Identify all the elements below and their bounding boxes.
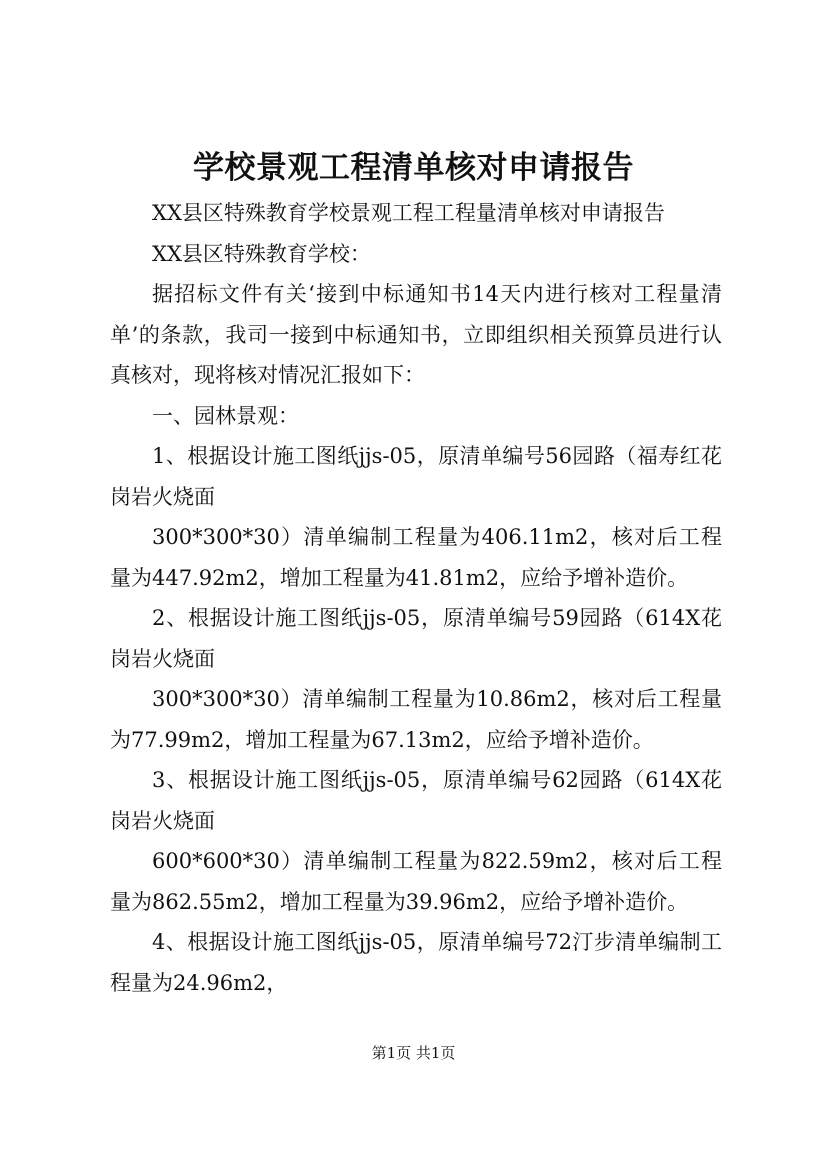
- document-title: 学校景观工程清单核对申请报告: [193, 150, 634, 186]
- document-body: [110, 193, 722, 1003]
- paragraph-salutation: XX县区特殊教育学校：: [152, 241, 371, 266]
- paragraph-item-1-a: 1、根据设计施工图纸jjs-05，原清单编号56园路（福寿红花岗岩火烧面: [110, 444, 722, 509]
- paragraph-item-2-b: 300*300*30）清单编制工程量为10.86m2，核对后工程量为77.99m2，增加工程量为67.13m2，应给予增补造价。: [110, 687, 722, 752]
- paragraph-report-subject: XX县区特殊教育学校景观工程工程量清单核对申请报告: [152, 201, 665, 225]
- paragraph-item-3-b: 600*600*30）清单编制工程量为822.59m2，核对后工程量为862.55m2，增加工程量为39.96m2，应给予增补造价。: [110, 849, 722, 914]
- paragraph-item-2-a: 2、根据设计施工图纸jjs-05，原清单编号59园路（614X花岗岩火烧面: [110, 606, 722, 671]
- paragraph-item-1-b: 300*300*30）清单编制工程量为406.11m2，核对后工程量为447.92m2，增加工程量为41.81m2，应给予增补造价。: [110, 525, 722, 590]
- paragraph-item-3-a: 3、根据设计施工图纸jjs-05，原清单编号62园路（614X花岗岩火烧面: [110, 768, 722, 833]
- paragraph-intro: 据招标文件有关‘接到中标通知书14天内进行核对工程量清单’的条款，我司一接到中标通知书，立即组织相关预算员进行认真核对，现将核对情况汇报如下：: [110, 282, 722, 387]
- paragraph-section-heading: 一、园林景观：: [152, 403, 299, 428]
- page-number-footer: 第1页 共1页: [371, 1044, 456, 1062]
- paragraph-item-4: 4、根据设计施工图纸jjs-05，原清单编号72汀步清单编制工程量为24.96m2，: [110, 930, 722, 995]
